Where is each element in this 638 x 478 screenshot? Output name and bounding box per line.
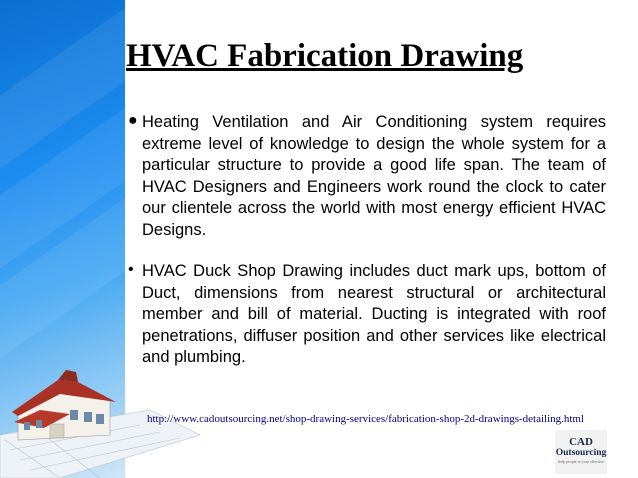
logo-line-2: Outsourcing xyxy=(555,448,607,458)
house-icon xyxy=(12,370,116,440)
footer-url-link[interactable]: http://www.cadoutsourcing.net/shop-drawing-services/fabrication-shop-2d-drawings-detailing.html xyxy=(147,413,585,425)
logo-tagline: help people to your effective xyxy=(558,459,604,464)
logo-line-1: CAD xyxy=(569,436,593,448)
bullet-paragraph-duct-shop-drawing: HVAC Duck Shop Drawing includes duct mark ups, bottom of Duct, dimensions from nearest structural or architectural member and bill of material. Ducting is integrated with roof penetrations, diffuser position and other services like electrical and plumbing. xyxy=(142,262,606,366)
bullet-marker: • xyxy=(128,261,134,278)
slide-title: HVAC Fabrication Drawing xyxy=(126,38,524,74)
bullet-paragraph-hvac-design: Heating Ventilation and Air Conditioning system requires extreme level of knowledge to design the whole system for a particular structure to provide a good life span. The team of HVAC Designers and Engineers work round the clock to cater our clientele across the world with most energy efficient HVAC Designs. xyxy=(142,113,606,239)
bullet-marker: ● xyxy=(128,112,138,129)
cad-outsourcing-logo xyxy=(555,430,607,474)
